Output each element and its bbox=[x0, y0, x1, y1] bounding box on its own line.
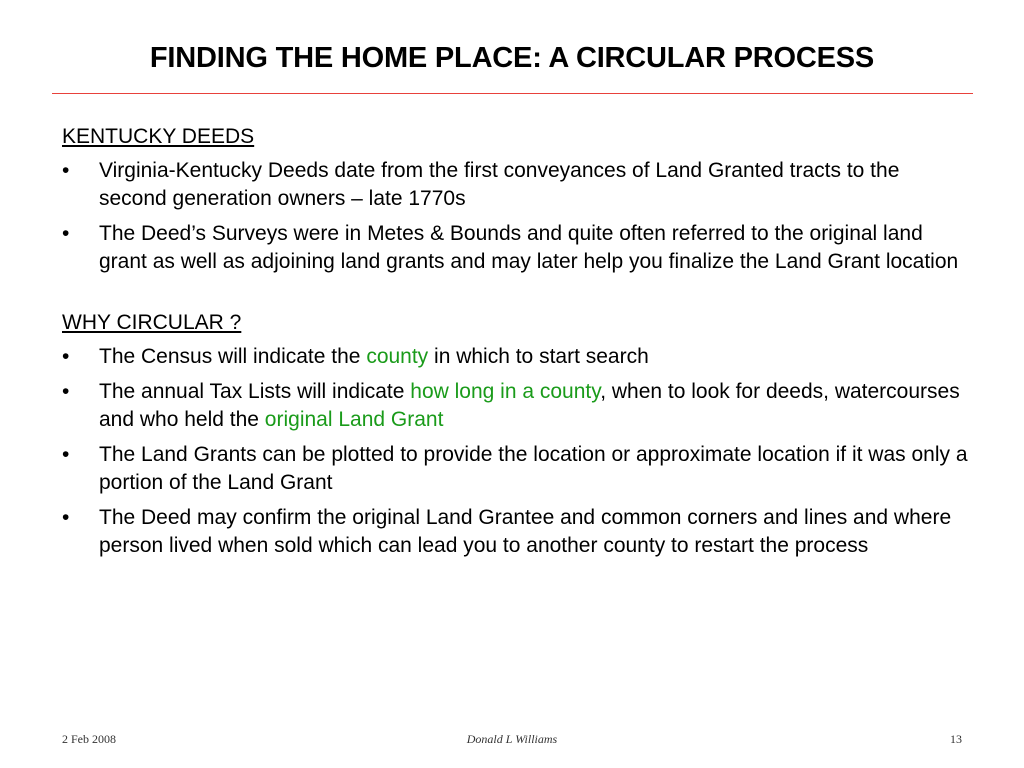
highlight-county: county bbox=[366, 345, 429, 368]
slide-body bbox=[62, 123, 972, 567]
section-heading-why-circular: WHY CIRCULAR ? bbox=[62, 311, 242, 334]
bullet-icon: • bbox=[62, 345, 70, 368]
bullet-text: The Land Grants can be plotted to provide the location or approximate location if it was only a portion of the Land Grant bbox=[99, 443, 968, 494]
section-spacer bbox=[62, 283, 972, 309]
slide-title: FINDING THE HOME PLACE: A CIRCULAR PROCESS bbox=[149, 42, 875, 74]
bullet-icon: • bbox=[62, 159, 70, 182]
footer-page-number: 13 bbox=[950, 732, 962, 746]
bullet-icon: • bbox=[62, 222, 70, 245]
title-divider bbox=[52, 93, 973, 94]
bullet-text: Virginia-Kentucky Deeds date from the first conveyances of Land Granted tracts to the second generation owners – late 1770s bbox=[99, 159, 900, 210]
bullet-text bbox=[99, 345, 649, 368]
footer-author: Donald L Williams bbox=[466, 732, 558, 746]
bullet-text-part: The annual Tax Lists will indicate bbox=[99, 380, 411, 403]
highlight-original-land-grant: original Land Grant bbox=[264, 408, 444, 431]
bullet-text: The Deed may confirm the original Land Grantee and common corners and lines and where person lived when sold which can lead you to another county to restart the process bbox=[99, 506, 952, 557]
section-heading-kentucky-deeds: KENTUCKY DEEDS bbox=[62, 125, 255, 148]
bullet-text bbox=[99, 380, 960, 431]
list-item bbox=[62, 441, 972, 497]
bullet-text: The Deed’s Surveys were in Metes & Bounds and quite often referred to the original land grant as well as adjoining land grants and may later help you finalize the Land Grant location bbox=[99, 222, 959, 273]
list-item bbox=[62, 343, 972, 371]
bullet-icon: • bbox=[62, 506, 70, 529]
bullet-icon: • bbox=[62, 443, 70, 466]
list-item bbox=[62, 378, 972, 434]
kentucky-deeds-list bbox=[62, 157, 972, 276]
list-item bbox=[62, 220, 972, 276]
highlight-how-long: how long in a county bbox=[410, 380, 601, 403]
bullet-icon: • bbox=[62, 380, 70, 403]
bullet-text-part: The Census will indicate the bbox=[99, 345, 367, 368]
why-circular-list bbox=[62, 343, 972, 560]
list-item bbox=[62, 504, 972, 560]
list-item bbox=[62, 157, 972, 213]
footer-date: 2 Feb 2008 bbox=[62, 732, 116, 746]
bullet-text-part: in which to start search bbox=[428, 345, 649, 368]
bullet-text-part: , when to look for deeds, watercourses and who held the bbox=[99, 380, 960, 431]
